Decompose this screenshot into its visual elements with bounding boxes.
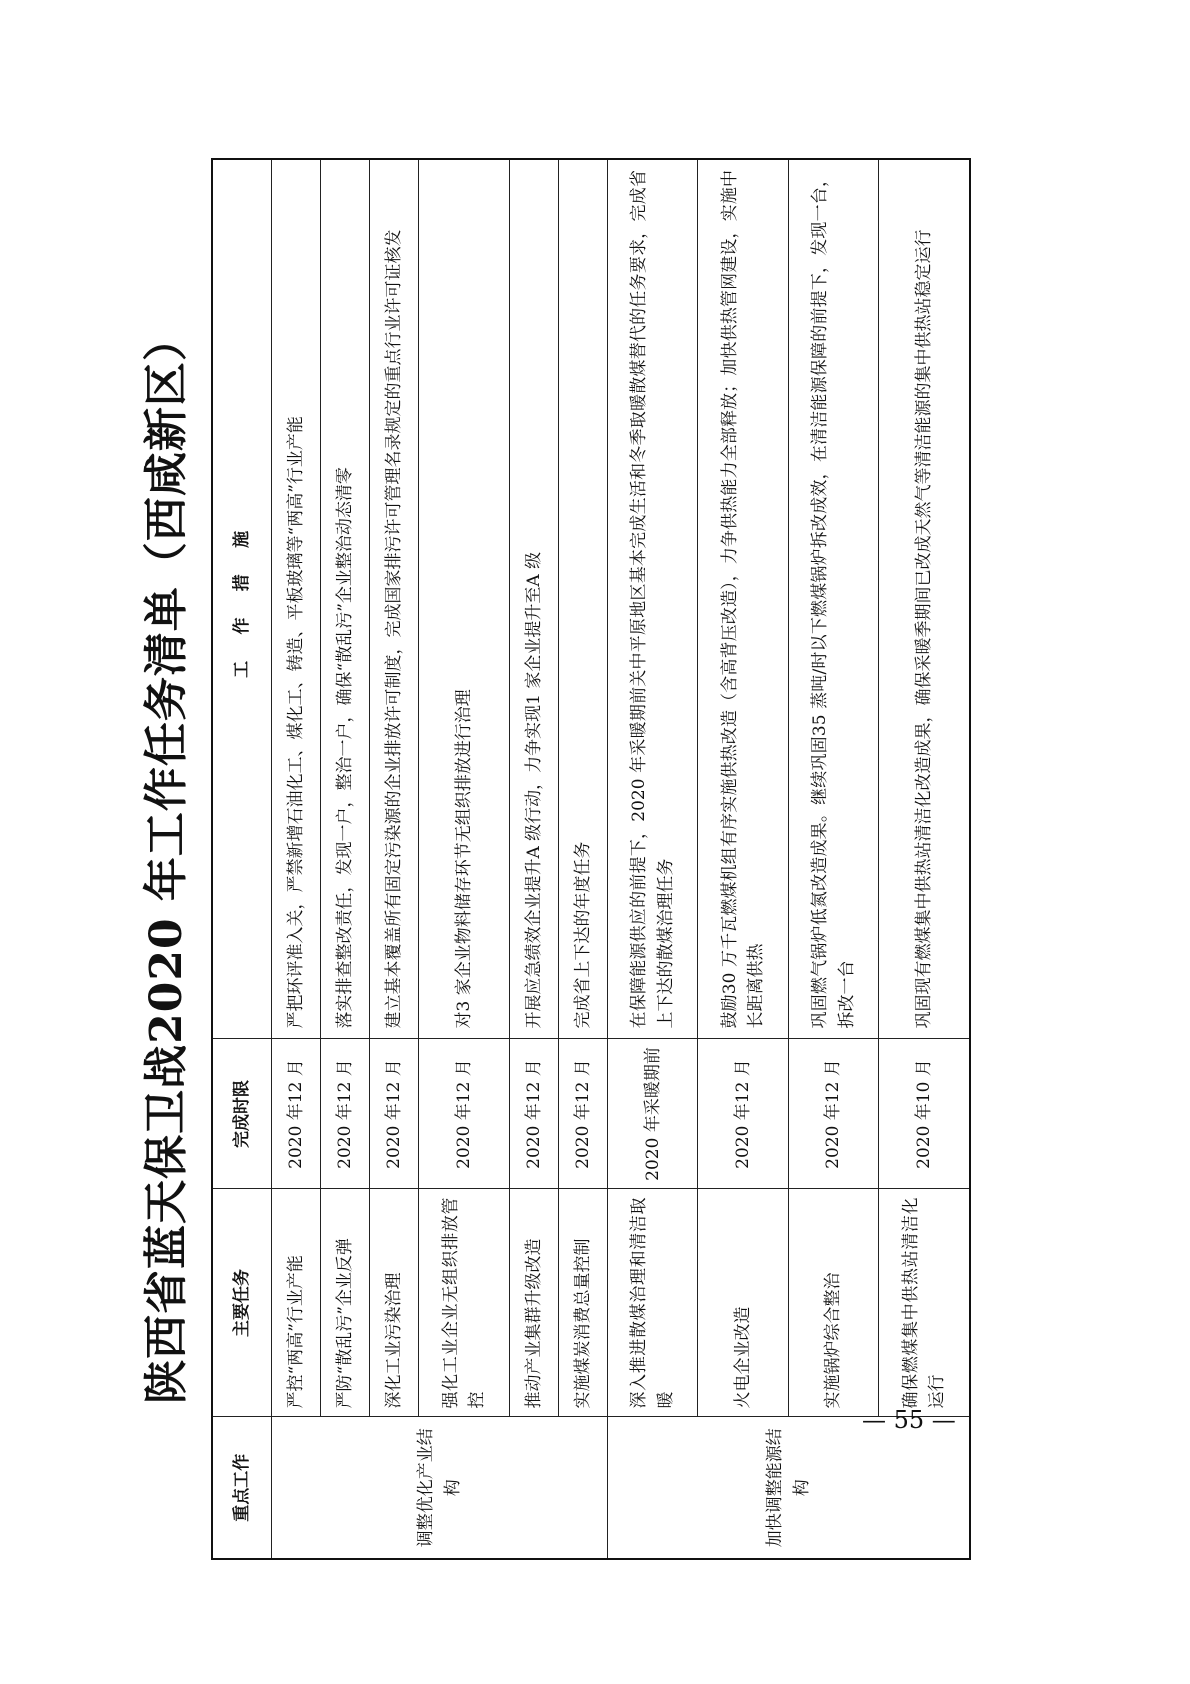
task-cell: 实施锅炉综合整治 <box>788 1189 878 1417</box>
task-cell: 推动产业集群升级改造 <box>509 1189 558 1417</box>
deadline-cell: 2020 年12 月 <box>370 1039 419 1189</box>
header-area: 重点工作 <box>212 1417 272 1559</box>
measures-cell: 开展应急绩效企业提升A 级行动，力争实现1 家企业提升至A 级 <box>509 159 558 1039</box>
table-row <box>698 159 788 1559</box>
deadline-cell: 2020 年12 月 <box>321 1039 370 1189</box>
measures-cell: 对3 家企业物料储存环节无组织排放进行治理 <box>419 159 509 1039</box>
measures-cell: 严把环评准入关，严禁新增石油化工、煤化工、铸造、平板玻璃等“两高”行业产能 <box>272 159 321 1039</box>
table-row <box>272 159 321 1559</box>
task-cell: 深入推进散煤治理和清洁取暖 <box>608 1189 698 1417</box>
task-cell: 实施煤炭消费总量控制 <box>558 1189 607 1417</box>
measures-cell: 在保障能源供应的前提下，2020 年采暖期前关中平原地区基本完成生活和冬季取暖散煤替代的任务要求，完成省上下达的散煤治理任务 <box>608 159 698 1039</box>
measures-cell: 巩固燃气锅炉低氮改造成果。继续巩固35 蒸吨/时以下燃煤锅炉拆改成效，在清洁能源保障的前提下，发现一台，拆改一台 <box>788 159 878 1039</box>
task-table <box>211 158 971 1560</box>
deadline-cell: 2020 年12 月 <box>788 1039 878 1189</box>
rotated-page-content <box>100 160 1000 1560</box>
task-cell: 严控“两高”行业产能 <box>272 1189 321 1417</box>
deadline-cell: 2020 年12 月 <box>558 1039 607 1189</box>
deadline-cell: 2020 年12 月 <box>509 1039 558 1189</box>
deadline-cell: 2020 年12 月 <box>272 1039 321 1189</box>
document-title: 陕西省蓝天保卫战2020 年工作任务清单（西咸新区） <box>141 316 192 1404</box>
table-row <box>879 159 970 1559</box>
task-cell: 强化工业企业无组织排放管控 <box>419 1189 509 1417</box>
task-cell: 火电企业改造 <box>698 1189 788 1417</box>
table-row <box>419 159 509 1559</box>
table-row <box>788 159 878 1559</box>
group-label: 调整优化产业结构 <box>272 1417 608 1559</box>
measures-cell: 鼓励30 万千瓦燃煤机组有序实施供热改造（含高背压改造），力争供热能力全部释放；加快供热管网建设，实施中长距离供热 <box>698 159 788 1039</box>
table-row <box>608 159 698 1559</box>
task-cell: 严防“散乱污”企业反弹 <box>321 1189 370 1417</box>
table-row <box>509 159 558 1559</box>
header-measures: 工 作 措 施 <box>212 159 272 1039</box>
deadline-cell: 2020 年12 月 <box>698 1039 788 1189</box>
measures-cell: 落实排查整改责任，发现一户，整治一户，确保“散乱污”企业整治动态清零 <box>321 159 370 1039</box>
page-number: — 55 — <box>862 1406 956 1434</box>
measures-cell: 巩固现有燃煤集中供热站清洁化改造成果，确保采暖季期间已改成天然气等清洁能源的集中供热站稳定运行 <box>879 159 970 1039</box>
deadline-cell: 2020 年12 月 <box>419 1039 509 1189</box>
measures-cell: 建立基本覆盖所有固定污染源的企业排放许可制度，完成国家排污许可管理名录规定的重点行业许可证核发 <box>370 159 419 1039</box>
header-task: 主要任务 <box>212 1189 272 1417</box>
table-header-row <box>212 159 272 1559</box>
table-row <box>558 159 607 1559</box>
table-row <box>370 159 419 1559</box>
task-cell: 深化工业污染治理 <box>370 1189 419 1417</box>
deadline-cell: 2020 年10 月 <box>879 1039 970 1189</box>
measures-cell: 完成省上下达的年度任务 <box>558 159 607 1039</box>
task-cell: 确保燃煤集中供热站清洁化运行 <box>879 1189 970 1417</box>
header-deadline: 完成时限 <box>212 1039 272 1189</box>
table-row <box>321 159 370 1559</box>
deadline-cell: 2020 年采暖期前 <box>608 1039 698 1189</box>
group-label: 加快调整能源结构 <box>608 1417 970 1559</box>
